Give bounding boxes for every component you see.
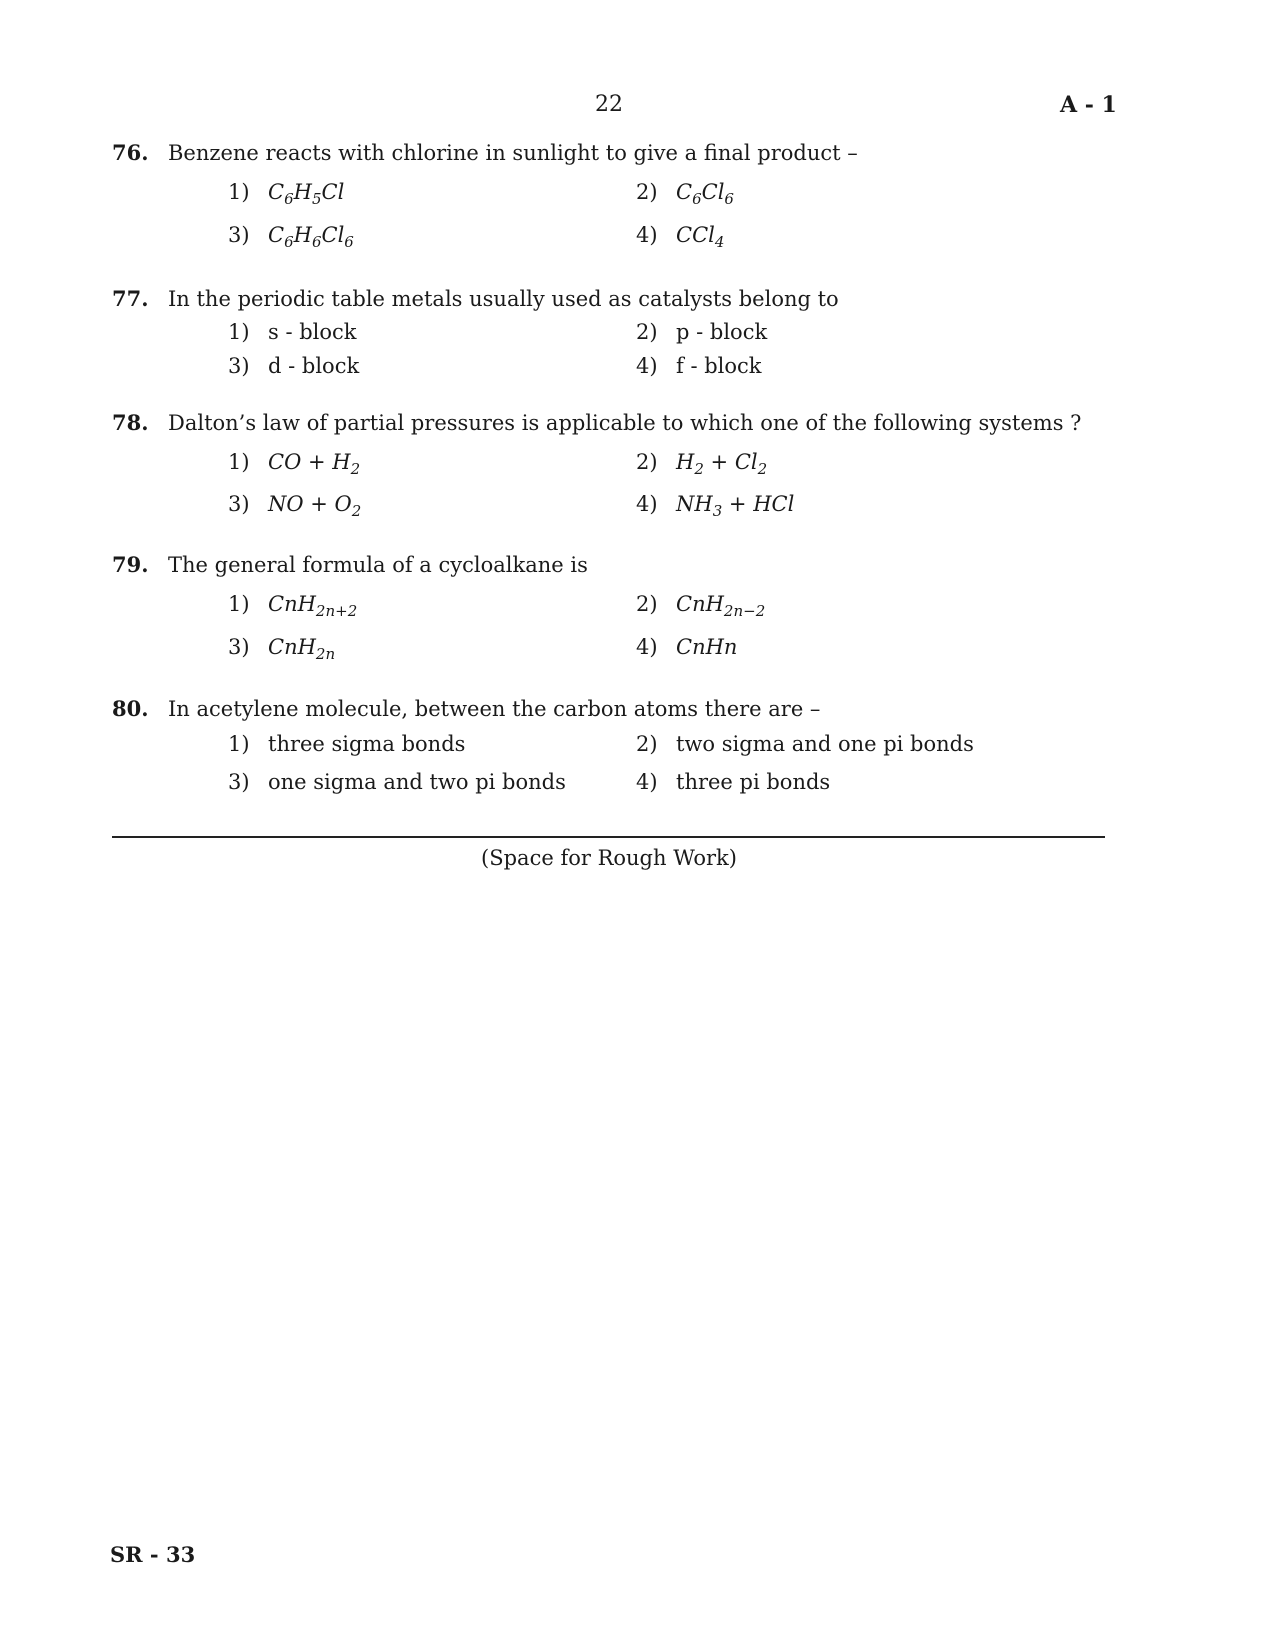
- option-formula: $C_6H_6Cl_6$: [268, 223, 354, 251]
- option-3[interactable]: [228, 770, 566, 794]
- option-number: 2): [636, 180, 658, 204]
- option-number: 1): [228, 592, 250, 616]
- series-code: A - 1: [1060, 92, 1117, 118]
- option-number: 2): [636, 592, 658, 616]
- option-1[interactable]: [228, 180, 344, 208]
- option-2[interactable]: [636, 592, 765, 620]
- question-text: Benzene reacts with chlorine in sunlight to give a final product –: [168, 141, 858, 165]
- option-1[interactable]: [228, 320, 357, 344]
- option-number: 2): [636, 320, 658, 344]
- question-80: [112, 696, 1112, 794]
- option-formula: $C_6Cl_6$: [676, 180, 734, 208]
- option-4[interactable]: [636, 492, 794, 520]
- option-number: 1): [228, 180, 250, 204]
- option-number: 4): [636, 223, 658, 247]
- question-76: [112, 140, 1112, 251]
- option-1[interactable]: [228, 450, 360, 478]
- option-text: p - block: [676, 320, 768, 344]
- option-2[interactable]: [636, 450, 767, 478]
- question-number: 77.: [112, 286, 149, 311]
- option-number: 1): [228, 320, 250, 344]
- option-4[interactable]: [636, 223, 724, 251]
- question-78: [112, 410, 1112, 520]
- option-1[interactable]: [228, 592, 357, 620]
- option-formula: CnH$_{2n-2}$: [676, 592, 766, 620]
- page-number: 22: [595, 92, 623, 117]
- option-number: 3): [228, 635, 250, 659]
- option-number: 1): [228, 450, 250, 474]
- option-number: 3): [228, 492, 250, 516]
- option-text: one sigma and two pi bonds: [268, 770, 566, 794]
- option-formula: CCl$_4$: [676, 223, 725, 251]
- option-formula: $H_2 + Cl_2$: [676, 450, 768, 478]
- option-text: two sigma and one pi bonds: [676, 732, 974, 756]
- option-text: three pi bonds: [676, 770, 831, 794]
- question-79: [112, 552, 1112, 663]
- option-number: 1): [228, 732, 250, 756]
- question-number: 78.: [112, 410, 149, 435]
- option-2[interactable]: [636, 320, 767, 344]
- option-formula: CnH$_{2n+2}$: [268, 592, 358, 620]
- option-3[interactable]: [228, 635, 335, 663]
- option-3[interactable]: [228, 223, 354, 251]
- option-number: 3): [228, 770, 250, 794]
- option-number: 3): [228, 354, 250, 378]
- option-number: 2): [636, 450, 658, 474]
- question-text: In the periodic table metals usually used as catalysts belong to: [168, 287, 839, 311]
- option-number: 4): [636, 354, 658, 378]
- question-number: 80.: [112, 696, 149, 721]
- option-formula: NO + $O_2$: [268, 492, 362, 520]
- option-number: 4): [636, 770, 658, 794]
- option-text: three sigma bonds: [268, 732, 466, 756]
- rough-work-divider: [112, 836, 1105, 838]
- option-text: d - block: [268, 354, 360, 378]
- option-number: 4): [636, 492, 658, 516]
- option-formula: CnHn: [676, 635, 738, 659]
- option-text: f - block: [676, 354, 762, 378]
- option-3[interactable]: [228, 492, 361, 520]
- question-text: In acetylene molecule, between the carbon atoms there are –: [168, 697, 821, 721]
- option-formula: CO + $H_2$: [268, 450, 361, 478]
- option-text: s - block: [268, 320, 357, 344]
- option-1[interactable]: [228, 732, 465, 756]
- option-2[interactable]: [636, 732, 974, 756]
- question-77: [112, 286, 1112, 378]
- option-number: 2): [636, 732, 658, 756]
- option-4[interactable]: [636, 354, 762, 378]
- footer-code: SR - 33: [110, 1542, 196, 1567]
- option-4[interactable]: [636, 770, 830, 794]
- option-number: 4): [636, 635, 658, 659]
- option-3[interactable]: [228, 354, 359, 378]
- question-text: Dalton’s law of partial pressures is applicable to which one of the following systems ?: [168, 411, 1082, 435]
- question-number: 76.: [112, 140, 149, 165]
- option-number: 3): [228, 223, 250, 247]
- option-formula: CnH$_{2n}$: [268, 635, 336, 663]
- question-text: The general formula of a cycloalkane is: [168, 553, 588, 577]
- option-formula: $NH_3$ + HCl: [676, 492, 795, 520]
- question-number: 79.: [112, 552, 149, 577]
- option-2[interactable]: [636, 180, 734, 208]
- rough-work-label: (Space for Rough Work): [481, 846, 737, 870]
- option-4[interactable]: [636, 635, 737, 659]
- option-formula: $C_6H_5Cl$: [268, 180, 345, 208]
